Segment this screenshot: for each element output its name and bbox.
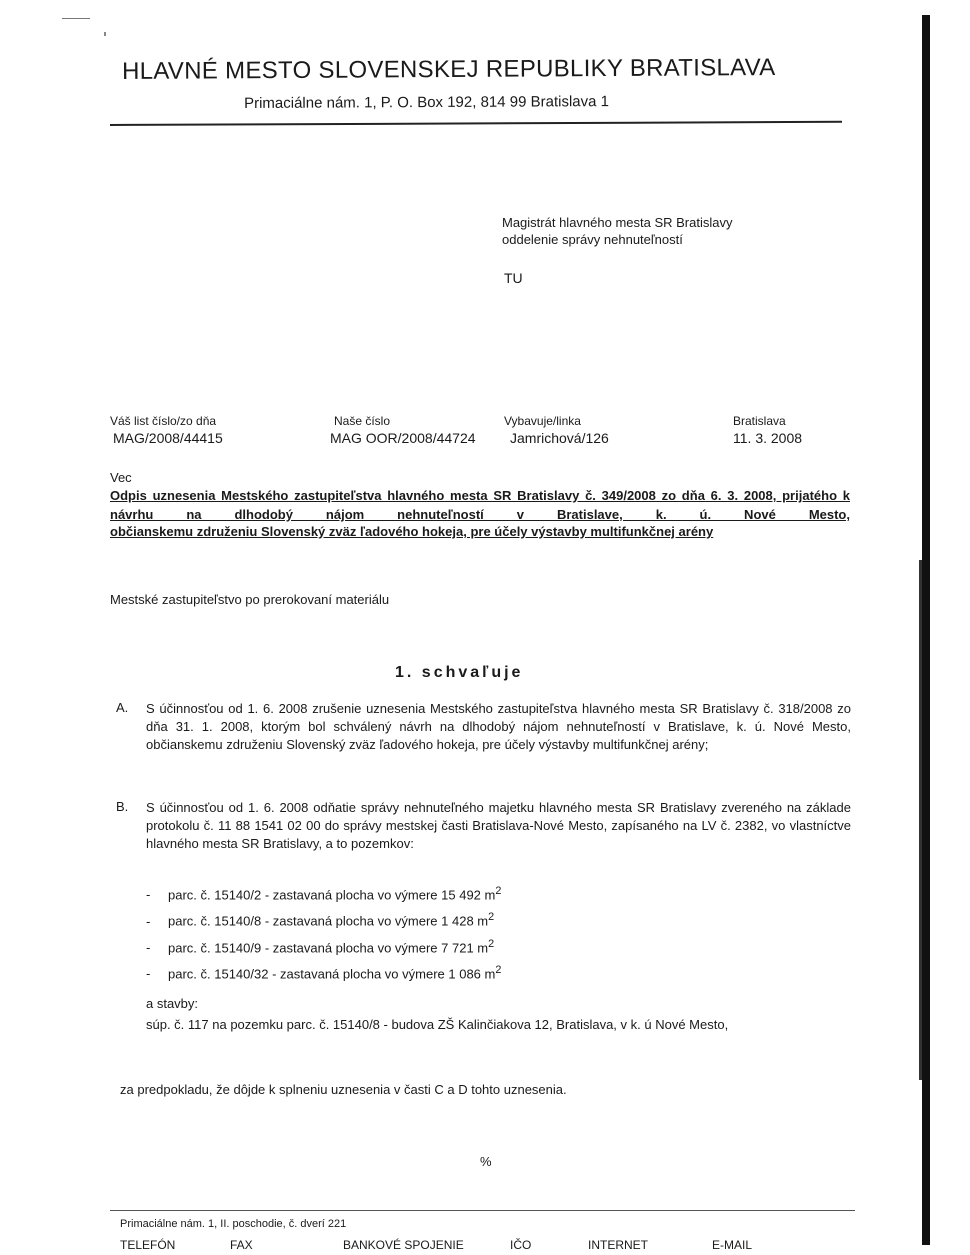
footer-label-internet: INTERNET [588,1238,648,1252]
condition-text: za predpokladu, že dôjde k splneniu uznesenia v časti C a D tohto uznesenia. [120,1082,567,1097]
buildings-text: súp. č. 117 na pozemku parc. č. 15140/8 - budova ZŠ Kalinčiakova 12, Bratislava, v k. ú Nové Mesto, [146,1017,729,1032]
letterhead-address: Primaciálne nám. 1, P. O. Box 192, 814 99 Bratislava 1 [244,93,610,112]
paragraph-b-text: S účinnosťou od 1. 6. 2008 odňatie správy nehnuteľného majetku hlavného mesta SR Bratislavy zvereného na základe protokolu č. 11 88 1541 02 00 do správy mestskej časti Bratislava-Nové Mesto, zapísaného na LV č. 2382, vo vlastníctve hlavného mesta SR Bratislavy, a to pozemkov: [146,800,851,851]
subject-text-last-line: občianskemu združeniu Slovenský zväz ľadového hokeja, pre účely výstavby multifunkčnej arény [110,524,714,539]
list-item: - parc. č. 15140/32 - zastavaná plocha vo výmere 1 086 $m^2$ [146,963,502,982]
list-item: - parc. č. 15140/2 - zastavaná plocha vo výmere 15 492 $m^2$ [146,885,502,903]
scan-edge-bar [922,15,930,1245]
list-item: - parc. č. 15140/9 - zastavaná plocha vo výmere 7 721 $m^2$ [146,937,495,955]
our-ref-value: MAG OOR/2008/44724 [330,430,476,446]
subject-label: Vec [110,470,132,485]
letterhead-title: HLAVNÉ MESTO SLOVENSKEJ REPUBLIKY BRATISLAVA [122,54,776,85]
handler-label: Vybavuje/linka [504,414,581,428]
recipient-line-3: TU [504,270,523,286]
footer-label-telefon: TELEFÓN [120,1238,176,1252]
your-ref-label: Váš list číslo/zo dňa [110,414,217,428]
buildings-label: a stavby: [146,996,199,1011]
place-label: Bratislava [733,414,786,428]
footer-label-fax: FAX [230,1238,253,1252]
footer-address: Primaciálne nám. 1, II. poschodie, č. dverí 221 [120,1218,347,1230]
paragraph-b-letter: B. [116,799,129,814]
footer-divider [110,1210,855,1211]
recipient-block [502,214,732,248]
intro-text: Mestské zastupiteľstvo po prerokovaní materiálu [110,592,390,607]
footer-label-ico: IČO [510,1238,532,1252]
scan-edge-shadow [919,560,922,1080]
page-mark: % [480,1154,492,1169]
paragraph-a-letter: A. [116,700,129,715]
scan-mark [62,18,90,19]
footer-label-email: E-MAIL [712,1238,753,1252]
subject-text: Odpis uznesenia Mestského zastupiteľstva hlavného mesta SR Bratislavy č. 349/2008 zo dňa 6. 3. 2008, prijatého k návrhu na dlhodobý nájom nehnuteľností v Bratislave, k. ú. Nové Mesto, [110,488,850,522]
recipient-line-2: oddelenie správy nehnuteľností [502,232,683,247]
list-item: - parc. č. 15140/8 - zastavaná plocha vo výmere 1 428 $m^2$ [146,911,495,929]
our-ref-label: Naše číslo [334,414,391,428]
handler-value: Jamrichová/126 [510,430,609,446]
date-value: 11. 3. 2008 [733,430,803,446]
recipient-line-1: Magistrát hlavného mesta SR Bratislavy [502,215,733,230]
letterhead-divider [110,121,842,126]
footer-label-bank: BANKOVÉ SPOJENIE [343,1238,464,1252]
your-ref-value: MAG/2008/44415 [113,430,223,446]
parcel-list [146,880,501,985]
section-heading: 1. schvaľuje [395,664,524,681]
scan-mark-dot [104,32,106,36]
paragraph-a-text: S účinnosťou od 1. 6. 2008 zrušenie uznesenia Mestského zastupiteľstva hlavného mesta SR Bratislavy č. 318/2008 zo dňa 31. 1. 2008, ktorým bol schválený návrh na dlhodobý nájom nehnuteľností v Bratislave, k. ú. Nové Mesto, občianskemu združeniu Slovenský zväz ľadového hokeja, pre účely výstavby multifunkčnej arény; [146,701,851,752]
